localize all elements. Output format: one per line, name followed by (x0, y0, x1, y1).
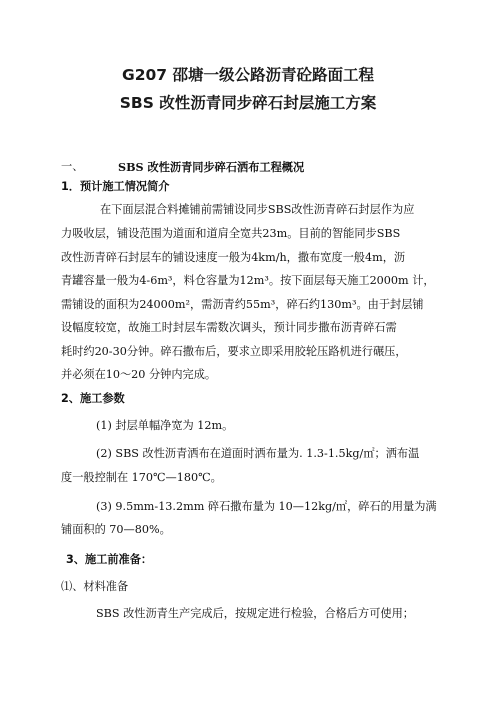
parameter-item-continuation: 度一般控制在 170℃—180℃。 (61, 471, 222, 484)
section-1-number: 一、 (61, 160, 84, 173)
subsection-3-text: SBS 改性沥青生产完成后，按规定进行检验，合格后方可使用； (96, 607, 414, 620)
subsection-3-item-1: ⑴、材料准备 (61, 580, 129, 593)
parameter-item: (3) 9.5mm-13.2mm 碎石撒布量为 10—12kg/㎡，碎石的用量为满 (96, 500, 437, 513)
parameter-item: (1) 封层单幅净宽为 12m。 (96, 419, 234, 432)
paragraph-line: 设幅度较宽，故施工时封层车需数次调头，预计同步撒布沥青碎石需 (61, 321, 397, 334)
parameter-item: (2) SBS 改性沥青洒布在道面时洒布量为. 1.3-1.5kg/㎡；洒布温 (96, 447, 420, 460)
paragraph-line: 需铺设的面积为24000m²，需沥青约55m³，碎石约130m³。由于封层铺 (61, 298, 424, 311)
subsection-1-heading: 1．预计施工情况简介 (61, 180, 170, 193)
subsection-2-heading: 2、施工参数 (61, 392, 125, 405)
document-title-line-1: G207 邵塘一级公路沥青砼路面工程 (122, 66, 374, 84)
document-title-line-2: SBS 改性沥青同步碎石封层施工方案 (119, 94, 377, 112)
paragraph-line: 青罐容量一般为4-6m³，料仓容量为12m³。按下面层每天施工2000m 计， (61, 274, 435, 287)
paragraph-line: 在下面层混合料摊铺前需铺设同步SBS改性沥青碎石封层作为应 (100, 203, 415, 216)
paragraph-line: 力吸收层，铺设范围为道面和道肩全宽共23m。目前的智能同步SBS (61, 227, 401, 240)
paragraph-line: 并必须在10～20 分钟内完成。 (61, 368, 217, 381)
paragraph-line: 耗时约20-30分钟。碎石撒布后，要求立即采用胶轮压路机进行碾压， (61, 345, 407, 358)
paragraph-line: 改性沥青碎石封层车的铺设速度一般为4km/h，撒布宽度一般4m，沥 (61, 251, 406, 264)
subsection-3-heading: 3、施工前准备： (66, 553, 153, 566)
parameter-item-continuation: 铺面积的 70—80%。 (61, 523, 171, 536)
section-1-heading: SBS 改性沥青同步碎石洒布工程概况 (118, 160, 305, 174)
